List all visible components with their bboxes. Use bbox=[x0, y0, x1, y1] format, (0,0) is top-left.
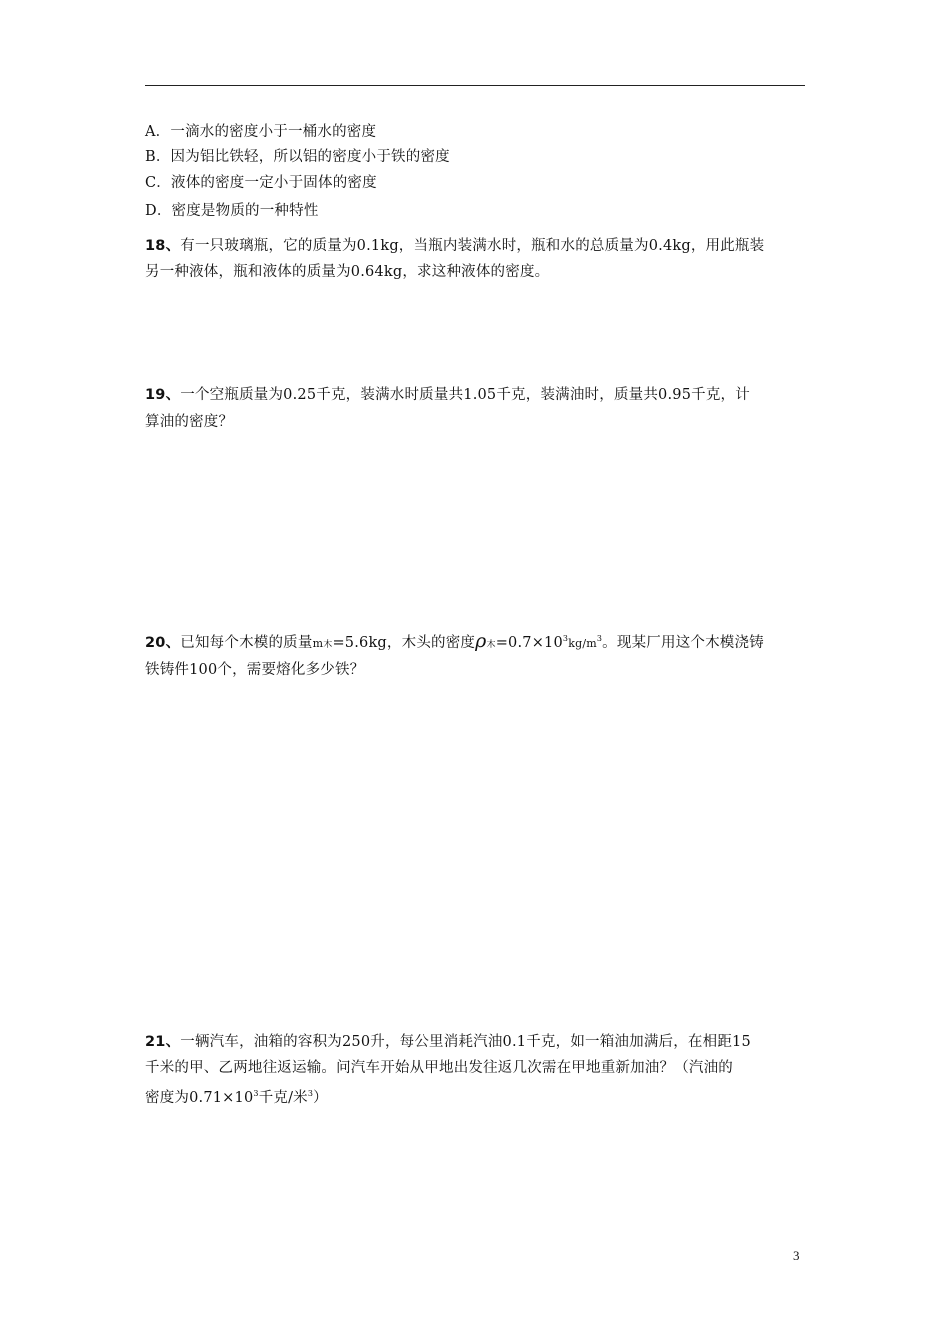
rho-subscript: 木 bbox=[486, 639, 496, 650]
density-unit-exponent: 3 bbox=[596, 634, 603, 643]
question-18-line-1 bbox=[145, 236, 764, 256]
question-19-line-2: 算油的密度？ bbox=[145, 414, 234, 430]
question-20-text-4: 。现某厂用这个木模浇铸 bbox=[602, 634, 764, 651]
option-c: C．液体的密度一定小于固体的密度 bbox=[145, 175, 377, 191]
power-exponent: 3 bbox=[562, 634, 569, 643]
page-number: 3 bbox=[793, 1248, 800, 1263]
header-rule bbox=[145, 85, 805, 86]
question-20-line-2: 铁铸件100个，需要熔化多少铁？ bbox=[145, 662, 365, 678]
question-20-text-3: =0.7×10 bbox=[495, 634, 563, 651]
question-20-text-2: =5.6kg，木头的密度 bbox=[332, 634, 476, 651]
question-21-text-3a: 密度为0.71×10 bbox=[145, 1089, 254, 1106]
rho-symbol: ρ bbox=[475, 629, 487, 652]
question-20-number: 20、 bbox=[145, 634, 181, 651]
question-21-text-3c: ） bbox=[313, 1089, 328, 1106]
mass-subscript: 木 bbox=[323, 639, 333, 650]
question-20-line-1 bbox=[145, 629, 764, 655]
question-21-line-2: 千米的甲、乙两地往返运输。问汽车开始从甲地出发往返几次需在甲地重新加油？（汽油的 bbox=[145, 1060, 733, 1076]
question-19-line-1 bbox=[145, 385, 750, 405]
question-19-number: 19、 bbox=[145, 387, 181, 403]
question-18-number: 18、 bbox=[145, 238, 181, 254]
question-21-exponent: 3 bbox=[253, 1089, 259, 1098]
question-21-line-3 bbox=[145, 1084, 328, 1108]
option-b: B．因为铝比铁轻，所以铝的密度小于铁的密度 bbox=[145, 149, 450, 165]
question-21-unit-exponent: 3 bbox=[307, 1089, 314, 1098]
question-18-line-2: 另一种液体，瓶和液体的质量为0.64kg，求这种液体的密度。 bbox=[145, 264, 550, 280]
question-21-line-1 bbox=[145, 1032, 751, 1052]
density-unit: kg/m bbox=[568, 636, 597, 650]
option-d: D．密度是物质的一种特性 bbox=[145, 203, 319, 219]
question-21-text-3b: 千克/米 bbox=[258, 1089, 308, 1106]
question-20-text-1: 已知每个木模的质量 bbox=[180, 634, 313, 651]
question-21-number: 21、 bbox=[145, 1034, 181, 1050]
mass-symbol: m bbox=[312, 636, 324, 650]
question-19-text-1: 一个空瓶质量为0.25千克，装满水时质量共1.05千克，装满油时，质量共0.95千克，计 bbox=[180, 387, 750, 403]
question-21-text-1: 一辆汽车，油箱的容积为250升，每公里消耗汽油0.1千克，如一箱油加满后，在相距15 bbox=[180, 1034, 751, 1050]
question-18-text-1: 有一只玻璃瓶，它的质量为0.1kg，当瓶内装满水时，瓶和水的总质量为0.4kg，用此瓶装 bbox=[180, 238, 765, 254]
option-a: A．一滴水的密度小于一桶水的密度 bbox=[145, 124, 377, 140]
